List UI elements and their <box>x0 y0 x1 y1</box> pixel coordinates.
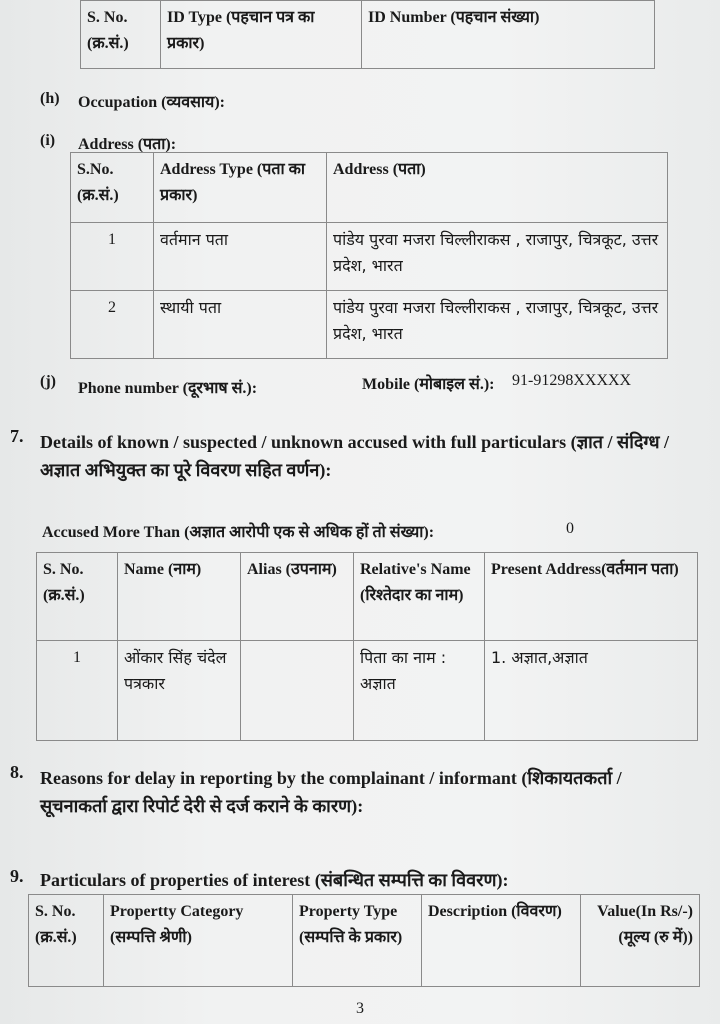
table-header-row <box>71 153 668 223</box>
cell-address-type: वर्तमान पता <box>154 223 327 291</box>
header-description: Description (विवरण) <box>422 895 581 987</box>
header-address-type: Address Type (पता का प्रकार) <box>154 153 327 223</box>
id-table <box>80 0 655 69</box>
header-property-type: Property Type (सम्पत्ति के प्रकार) <box>293 895 422 987</box>
section-9-number: 9. <box>10 866 24 886</box>
header-value: Value(In Rs/-) (मूल्य (रु में)) <box>581 895 700 987</box>
page-number: 3 <box>356 1000 364 1017</box>
cell-sno: 1 <box>37 641 118 741</box>
address-label: Address (पता): <box>78 136 177 153</box>
section-8-title: Reasons for delay in reporting by the complainant / informant (शिकायतकर्ता / सूचनाकर्ता द्वारा रिपोर्ट देरी से दर्ज कराने के कारण): <box>40 768 622 816</box>
occupation-marker: (h) <box>40 90 60 107</box>
section-9-title: Particulars of properties of interest (संबन्धित सम्पत्ति का विवरण): <box>40 870 509 890</box>
header-id-number: ID Number (पहचान संख्या) <box>362 1 655 69</box>
properties-table <box>28 894 700 987</box>
header-sno: S. No. (क्र.सं.) <box>81 1 161 69</box>
cell-present-address: 1. अज्ञात,अज्ञात <box>485 641 698 741</box>
cell-sno: 2 <box>71 291 154 359</box>
table-row <box>71 223 668 291</box>
cell-address-type: स्थायी पता <box>154 291 327 359</box>
header-name: Name (नाम) <box>118 553 241 641</box>
header-id-type: ID Type (पहचान पत्र का प्रकार) <box>161 1 362 69</box>
table-row <box>71 291 668 359</box>
accused-more-label: Accused More Than (अज्ञात आरोपी एक से अधिक हों तो संख्या): <box>42 524 435 541</box>
address-marker: (i) <box>40 132 56 149</box>
table-header-row <box>29 895 700 987</box>
header-property-category: Propertty Category (सम्पत्ति श्रेणी) <box>104 895 293 987</box>
header-alias: Alias (उपनाम) <box>241 553 354 641</box>
table-row <box>37 641 698 741</box>
cell-name: ओंकार सिंह चंदेल पत्रकार <box>118 641 241 741</box>
occupation-label: Occupation (व्यवसाय): <box>78 94 225 111</box>
header-sno: S. No. (क्र.सं.) <box>37 553 118 641</box>
accused-more-value: 0 <box>566 520 574 537</box>
mobile-label: Mobile (मोबाइल सं.): <box>362 376 495 393</box>
cell-address: पांडेय पुरवा मजरा चिल्लीराकस , राजापुर, चित्रकूट, उत्तर प्रदेश, भारत <box>327 291 668 359</box>
section-7-title: Details of known / suspected / unknown accused with full particulars (ज्ञात / संदिग्ध / अज्ञात अभियुक्त का पूरे विवरण सहित वर्णन): <box>40 432 670 480</box>
cell-address: पांडेय पुरवा मजरा चिल्लीराकस , राजापुर, चित्रकूट, उत्तर प्रदेश, भारत <box>327 223 668 291</box>
cell-alias <box>241 641 354 741</box>
table-header-row <box>81 1 655 69</box>
phone-marker: (j) <box>40 373 56 390</box>
header-address: Address (पता) <box>327 153 668 223</box>
header-relative-name: Relative's Name (रिश्तेदार का नाम) <box>354 553 485 641</box>
header-sno: S. No. (क्र.सं.) <box>29 895 104 987</box>
phone-label: Phone number (दूरभाष सं.): <box>78 380 258 397</box>
section-8-number: 8. <box>10 762 24 782</box>
header-present-address: Present Address(वर्तमान पता) <box>485 553 698 641</box>
header-sno: S.No. (क्र.सं.) <box>71 153 154 223</box>
cell-relative-name: पिता का नाम : अज्ञात <box>354 641 485 741</box>
accused-table <box>36 552 698 741</box>
section-7-number: 7. <box>10 426 24 446</box>
cell-sno: 1 <box>71 223 154 291</box>
table-header-row <box>37 553 698 641</box>
address-table <box>70 152 668 359</box>
mobile-value: 91-91298XXXXX <box>512 372 632 389</box>
